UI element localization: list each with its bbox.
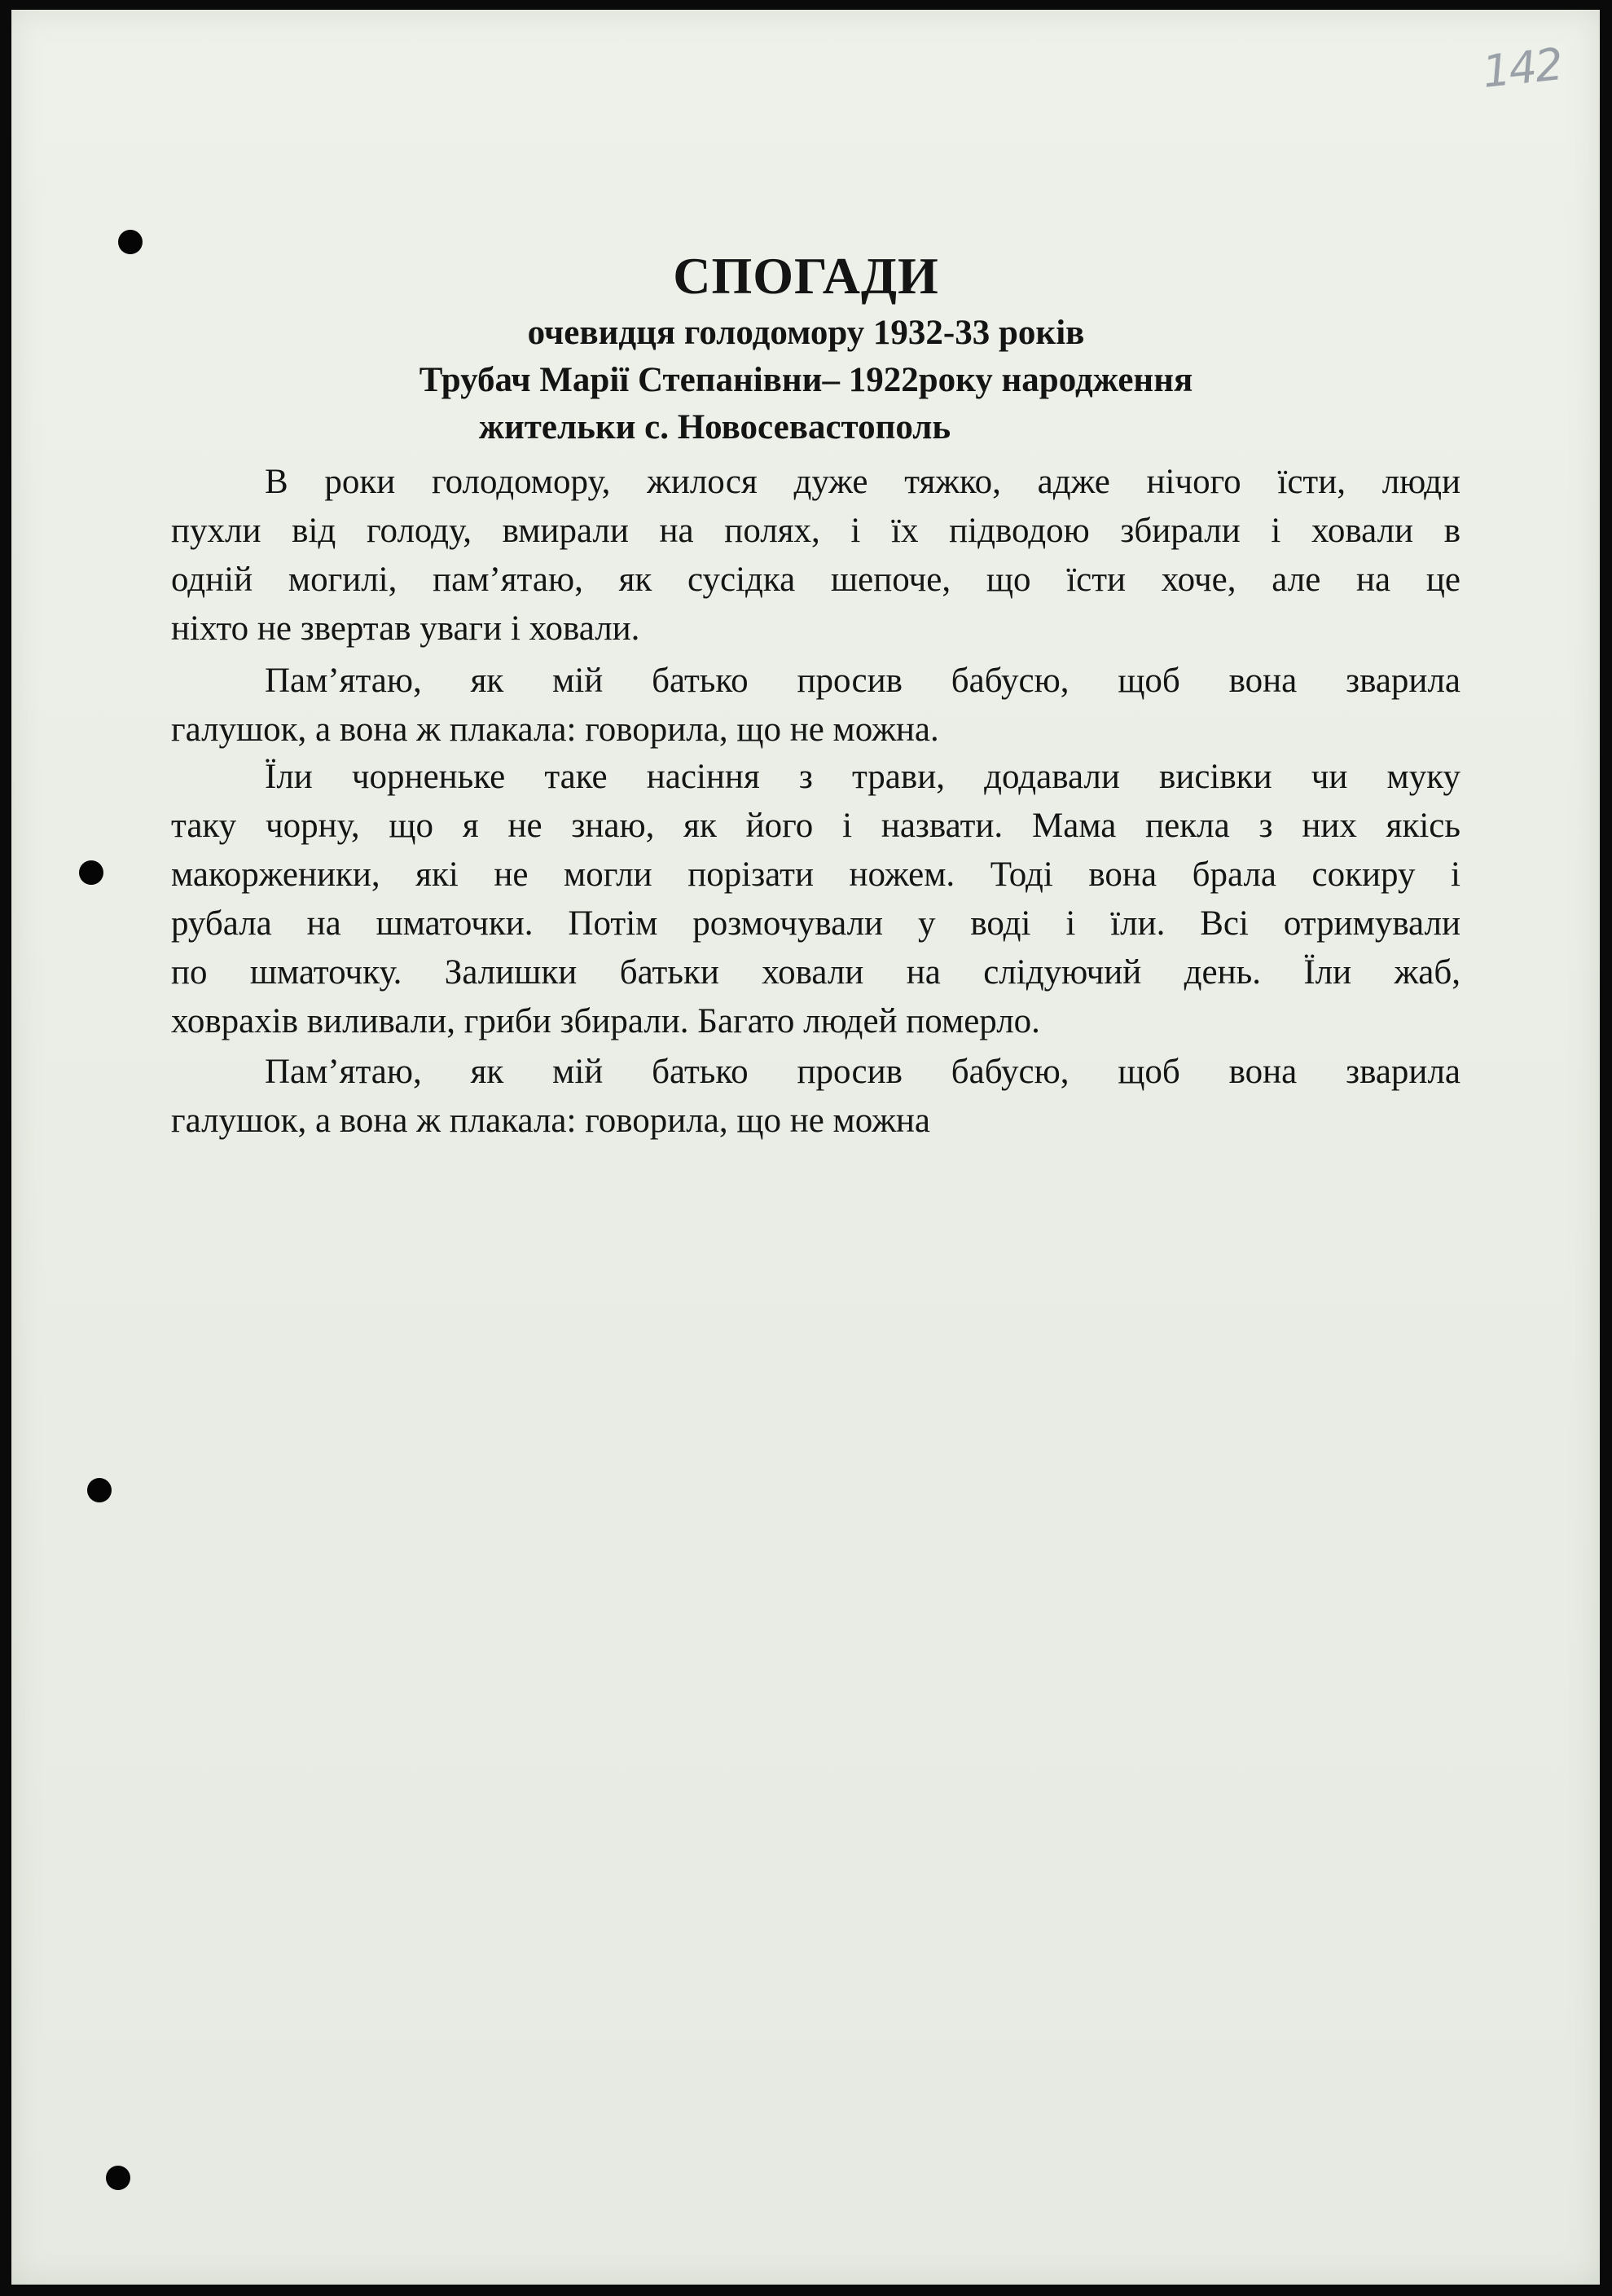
text-line: В роки голодомору, жилося дуже тяжко, адже нічого їсти, люди [265,463,1460,501]
paragraph-4 [171,1048,1460,1146]
text-line: одній могилі, пам’ятаю, як сусідка шепоче, що їсти хоче, але на це [171,561,1460,599]
punch-hole-3 [87,1478,112,1502]
text-line: пухли від голоду, вмирали на полях, і їх підводою збирали і ховали в [171,512,1460,550]
text-line: галушок, а вона ж плакала: говорила, що не можна [171,1102,930,1140]
paragraph-2 [171,657,1460,754]
text-line: Пам’ятаю, як мій батько просив бабусю, щоб вона зварила [265,662,1460,700]
text-line: ніхто не звертав уваги і ховали. [171,609,640,648]
text-line: таку чорну, що я не знаю, як його і назвати. Мама пекла з них якісь [171,807,1460,845]
text-line: ховрахів виливали, гриби збирали. Багато людей померло. [171,1002,1040,1040]
text-line: галушок, а вона ж плакала: говорила, що не можна. [171,710,939,749]
subtitle-line-2: Трубач Марії Степанівни– 1922року народження [419,361,1193,399]
text-line: Їли чорненьке таке насіння з трави, додавали висівки чи муку [265,758,1460,796]
text-line: по шматочку. Залишки батьки ховали на слідуючий день. Їли жаб, [171,953,1460,992]
document-title: СПОГАДИ [673,247,939,305]
punch-hole-2 [79,860,103,885]
subtitle-line-3: жительки с. Новосевастополь [478,408,951,446]
text-line: рубала на шматочки. Потім розмочували у воді і їли. Всі отримували [171,904,1460,943]
subtitle-line-1: очевидця голодомору 1932-33 років [527,314,1085,352]
paragraph-1 [171,458,1460,653]
text-line: макорженики, які не могли порізати ножем. Тоді вона брала сокиру і [171,856,1460,894]
punch-hole-4 [106,2166,130,2190]
handwritten-page-number: 142 [1479,38,1565,98]
paragraph-3 [171,753,1460,1046]
text-line: Пам’ятаю, як мій батько просив бабусю, щоб вона зварила [265,1053,1460,1091]
